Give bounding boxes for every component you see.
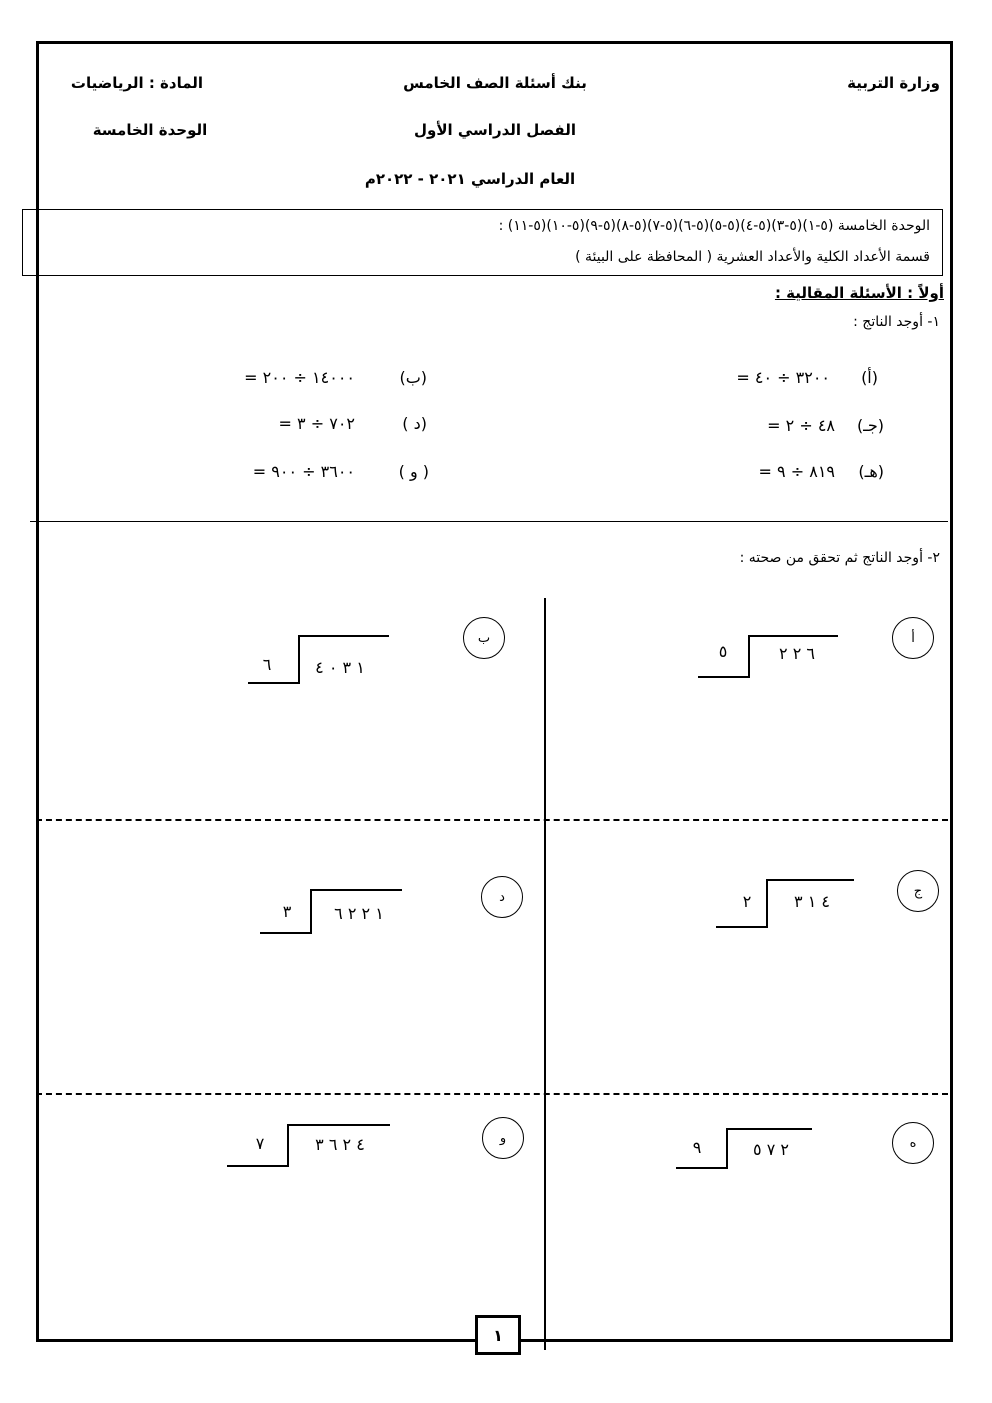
q1-item-c-label: (جـ) (856, 416, 884, 435)
q1-item-c-expr: ٤٨ ÷ ٢ = (767, 416, 835, 435)
q1-item-d-label: (د ) (402, 414, 427, 433)
problem-a-label: أ (911, 630, 915, 646)
problem-c-bracket (766, 879, 768, 927)
problem-e-bar (726, 1128, 812, 1130)
problem-e-label: ه (909, 1135, 917, 1151)
page-number-box (475, 1315, 521, 1355)
q1-item-b-label: (ب) (399, 368, 427, 387)
problem-e-circle (892, 1122, 934, 1164)
question-1-prompt: ١- أوجد الناتج : (853, 314, 940, 330)
problem-c-bar (766, 879, 854, 881)
problem-b-circle (463, 617, 505, 659)
section-heading: أولاً : الأسئلة المقالية : (774, 284, 944, 302)
problem-c-circle (897, 870, 939, 912)
problem-d-circle (481, 876, 523, 918)
row-divider-2 (36, 1093, 948, 1095)
problem-d-underline (260, 932, 312, 934)
problem-f-label: و (499, 1130, 507, 1146)
problem-c-dividend: ٤ ١ ٣ (794, 892, 830, 911)
problem-e-divisor: ٩ (692, 1138, 702, 1157)
problem-e-underline (676, 1167, 728, 1169)
subject-label: المادة : الرياضيات (70, 74, 204, 92)
problem-a-divisor: ٥ (718, 642, 728, 661)
q1-item-a-label: (أ) (861, 368, 878, 387)
unit-lessons-line: الوحدة الخامسة (٥-١)(٥-٣)(٥-٤)(٥-٥)(٥-٦)(٥-٧)(٥-٨)(٥-٩)(٥-١٠)(٥-١١) : (498, 218, 930, 234)
problem-d-bar (310, 889, 402, 891)
q1-item-d-expr: ٧٠٢ ÷ ٣ = (278, 414, 355, 433)
problem-b-label: ب (477, 630, 491, 646)
problem-d-bracket (310, 889, 312, 933)
q1-item-f-label: ( و ) (398, 462, 429, 481)
problem-a-bracket (748, 635, 750, 677)
problem-f-bar (287, 1124, 390, 1126)
problem-f-dividend: ٤ ٢ ٦ ٣ (315, 1135, 365, 1154)
problem-f-divisor: ٧ (255, 1134, 265, 1153)
q1-item-a-expr: ٣٢٠٠ ÷ ٤٠ = (736, 368, 830, 387)
problem-b-underline (248, 682, 300, 684)
problem-d-label: د (499, 889, 505, 905)
ministry-name: وزارة التربية (847, 74, 940, 92)
q1-item-e-expr: ٨١٩ ÷ ٩ = (758, 462, 835, 481)
column-divider (544, 598, 546, 1350)
problem-b-bar (298, 635, 389, 637)
problem-a-circle (892, 617, 934, 659)
problem-c-label: ج (913, 883, 923, 899)
problem-a-underline (698, 676, 750, 678)
problem-f-circle (482, 1117, 524, 1159)
problem-f-bracket (287, 1124, 289, 1166)
q1-item-f-expr: ٣٦٠٠ ÷ ٩٠٠ = (252, 462, 355, 481)
problem-f-underline (227, 1165, 289, 1167)
unit-topic-line: قسمة الأعداد الكلية والأعداد العشرية ( المحافظة على البيئة ) (575, 249, 930, 265)
problem-b-dividend: ١ ٣ ٠ ٤ (315, 658, 365, 677)
problem-e-dividend: ٢ ٧ ٥ (753, 1140, 789, 1159)
row-divider-1 (36, 819, 948, 821)
page-number: ١ (493, 1325, 503, 1345)
bank-title: بنك أسئلة الصف الخامس (403, 74, 587, 92)
unit-label: الوحدة الخامسة (92, 121, 208, 139)
problem-a-bar (748, 635, 838, 637)
section-divider (30, 521, 948, 522)
semester-label: الفصل الدراسي الأول (414, 121, 576, 139)
problem-d-dividend: ١ ٢ ٢ ٦ (334, 904, 384, 923)
question-2-prompt: ٢- أوجد الناتج ثم تحقق من صحته : (739, 550, 940, 566)
problem-c-divisor: ٢ (742, 892, 752, 911)
problem-c-underline (716, 926, 768, 928)
problem-e-bracket (726, 1128, 728, 1168)
q1-item-b-expr: ١٤٠٠٠ ÷ ٢٠٠ = (244, 368, 355, 387)
problem-a-dividend: ٦ ٢ ٢ (779, 644, 815, 663)
problem-d-divisor: ٣ (282, 902, 292, 921)
problem-b-divisor: ٦ (262, 655, 272, 674)
academic-year: العام الدراسي ٢٠٢١ - ٢٠٢٢م (364, 170, 576, 188)
problem-b-bracket (298, 635, 300, 683)
q1-item-e-label: (هـ) (858, 462, 884, 481)
